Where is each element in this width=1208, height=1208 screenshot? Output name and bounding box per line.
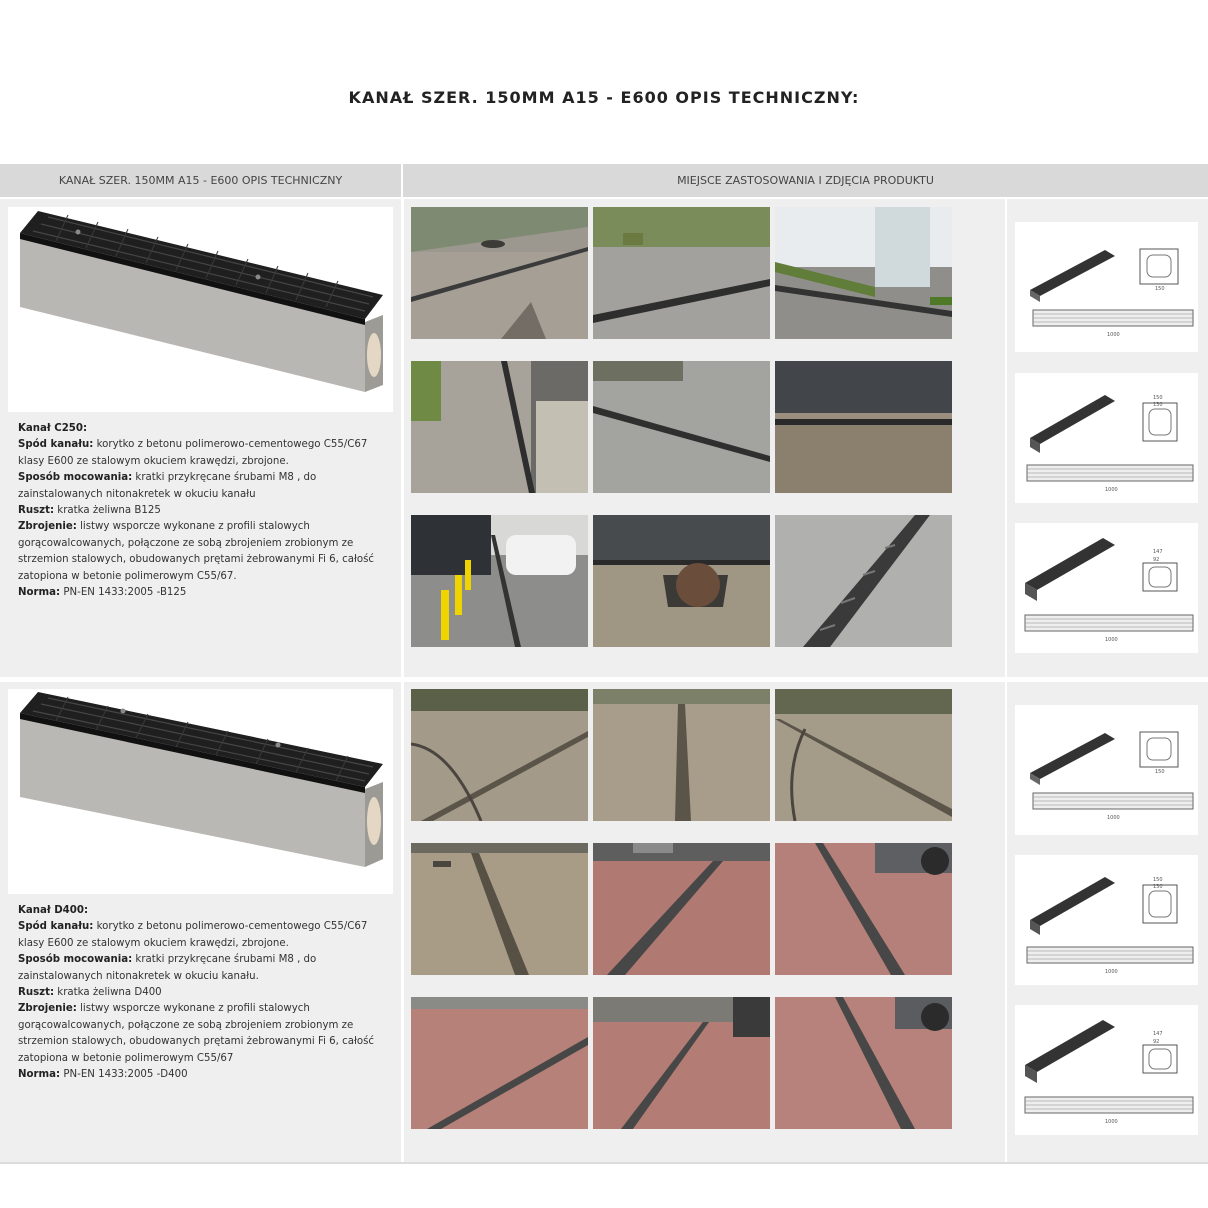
installation-photo[interactable] [775, 515, 952, 647]
field-value: listwy wsporcze wykonane z profili stalowych gorącowalcowanych, połączone ze sobą zbrojeniem zrobionym ze strzemion stalowych, obudowanych prętami żebrowanymi Fi 6, całość zatopiona w betonie polimerowym C55/67. [18, 521, 375, 582]
field-label: Zbrojenie: [18, 1003, 77, 1015]
diagram-dimension: 1000 [1105, 1119, 1118, 1125]
installation-photo[interactable] [775, 997, 952, 1129]
diagram-dimension: 130 [1153, 402, 1163, 408]
installation-photo[interactable] [411, 689, 588, 821]
field-value: kratki przykręcane śrubami M8 , do zainstalowanych nitonakretek w okuciu kanału. [18, 954, 317, 982]
field-label: Sposób mocowania: [18, 954, 133, 966]
field-value: PN-EN 1433:2005 -B125 [63, 587, 187, 599]
field-label: Norma: [18, 587, 61, 599]
field-label: Spód kanału: [18, 921, 94, 933]
field-value: PN-EN 1433:2005 -D400 [63, 1069, 188, 1081]
diagram-dimension: 1000 [1107, 815, 1120, 821]
diagram-dimension: 130 [1153, 884, 1163, 890]
field-value: listwy wsporcze wykonane z profili stalowych gorącowalcowanych, połączone ze sobą zbrojeniem zrobionym ze strzemion stalowych, obudowanych prętami żebrowanymi Fi 6, całość zatopiona w betonie polimerowym C55/67 [18, 1003, 375, 1064]
channel-c250-description [18, 421, 388, 601]
channel-d400-description [18, 903, 388, 1083]
diagram-dimension: 1000 [1105, 969, 1118, 975]
page-title: KANAŁ SZER. 150MM A15 - E600 OPIS TECHNICZNY: [348, 88, 860, 107]
diagram-dimension: 150 [1155, 769, 1165, 775]
technical-drawing[interactable] [1015, 373, 1198, 503]
column-header-photos: MIEJSCE ZASTOSOWANIA I ZDJĘCIA PRODUKTU [403, 164, 1208, 197]
diagram-dimension: 147 [1153, 1031, 1163, 1037]
installation-photo[interactable] [411, 997, 588, 1129]
field-value: kratka żeliwna D400 [57, 987, 162, 999]
field-label: Ruszt: [18, 987, 55, 999]
installation-photo[interactable] [775, 361, 952, 493]
channel-c250-product-image [8, 207, 393, 412]
field-label: Spód kanału: [18, 439, 94, 451]
installation-photo[interactable] [775, 843, 952, 975]
channel-c250-title: Kanał C250: [18, 423, 88, 434]
diagram-dimension: 1000 [1105, 487, 1118, 493]
diagram-dimension: 147 [1153, 549, 1163, 555]
installation-photo[interactable] [411, 843, 588, 975]
field-value: korytko z betonu polimerowo-cementowego C55/C67 klasy E600 ze stalowym okuciem krawędzi, zbrojone. [18, 921, 368, 949]
installation-photo[interactable] [411, 207, 588, 339]
installation-photo[interactable] [593, 843, 770, 975]
diagram-dimension: 92 [1153, 1039, 1160, 1045]
installation-photo[interactable] [593, 361, 770, 493]
channel-d400-product-image [8, 689, 393, 894]
diagram-dimension: 150 [1153, 877, 1163, 883]
installation-photo[interactable] [775, 689, 952, 821]
field-label: Zbrojenie: [18, 521, 77, 533]
technical-drawing[interactable] [1015, 1005, 1198, 1135]
technical-drawing[interactable] [1015, 855, 1198, 985]
diagram-dimension: 1000 [1105, 637, 1118, 643]
diagram-dimension: 1000 [1107, 332, 1120, 338]
technical-drawing[interactable] [1015, 705, 1198, 835]
technical-drawing[interactable] [1015, 222, 1198, 352]
field-value: kratka żeliwna B125 [57, 505, 161, 517]
diagram-dimension: 92 [1153, 557, 1160, 563]
field-value: kratki przykręcane śrubami M8 , do zainstalowanych nitonakretek w okuciu kanału [18, 472, 317, 500]
installation-photo[interactable] [593, 207, 770, 339]
installation-photo[interactable] [593, 689, 770, 821]
column-header-description: KANAŁ SZER. 150MM A15 - E600 OPIS TECHNICZNY [0, 164, 401, 197]
field-label: Norma: [18, 1069, 61, 1081]
table-bottom-border [0, 1162, 1208, 1164]
installation-photo[interactable] [593, 997, 770, 1129]
diagram-dimension: 150 [1155, 286, 1165, 292]
technical-drawing[interactable] [1015, 523, 1198, 653]
installation-photo[interactable] [593, 515, 770, 647]
field-label: Ruszt: [18, 505, 55, 517]
field-value: korytko z betonu polimerowo-cementowego C55/C67 klasy E600 ze stalowym okuciem krawędzi, zbrojone. [18, 439, 368, 467]
installation-photo[interactable] [411, 515, 588, 647]
row-separator [0, 677, 1208, 682]
installation-photo[interactable] [411, 361, 588, 493]
installation-photo[interactable] [775, 207, 952, 339]
channel-d400-title: Kanał D400: [18, 905, 89, 916]
field-label: Sposób mocowania: [18, 472, 133, 484]
diagram-dimension: 150 [1153, 395, 1163, 401]
